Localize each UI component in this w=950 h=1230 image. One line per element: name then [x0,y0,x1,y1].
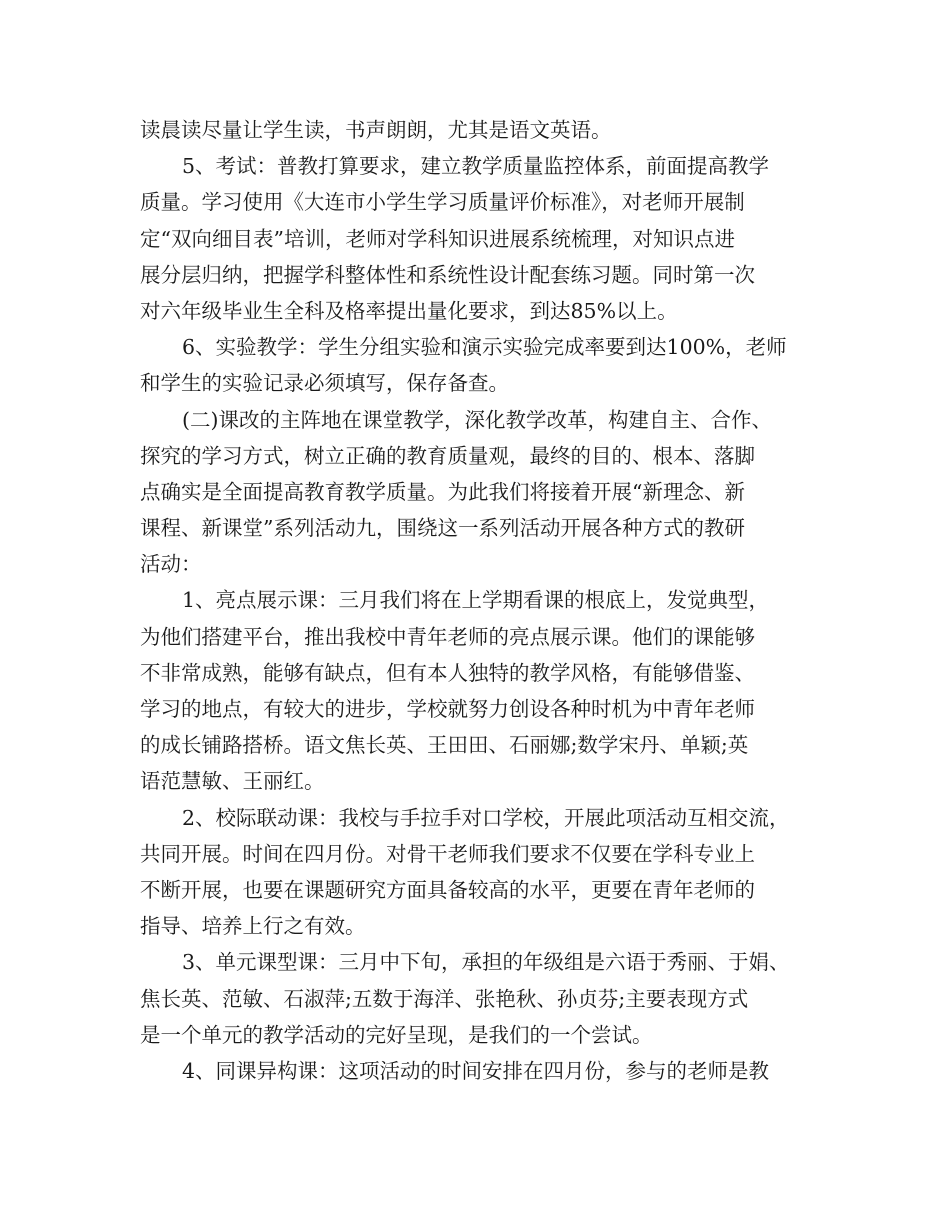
text-line: 活动： [140,552,202,577]
text-line: 学习的地点，有较大的进步，学校就努力创设各种时机为中青年老师 [140,697,755,721]
text-line: 不断开展，也要在课题研究方面具备较高的水平，更要在青年老师的 [140,877,755,902]
text-line: 焦长英、范敏、石淑萍;五数于海洋、张艳秋、孙贞芬;主要表现方式 [140,986,749,1011]
text-line: 点确实是全面提高教育教学质量。为此我们将接着开展“新理念、新 [140,479,745,504]
text-line: 探究的学习方式，树立正确的教育质量观，最终的目的、根本、落脚 [140,443,755,468]
text-line: 6、实验教学：学生分组实验和演示实验完成率要到达100%，老师 [182,335,787,360]
document-body [140,112,830,1089]
text-line: 课程、新课堂”系列活动九，围绕这一系列活动开展各种方式的教研 [140,516,745,541]
text-line: 和学生的实验记录必须填写，保存备查。 [140,371,509,396]
text-line: 是一个单元的教学活动的完好呈现，是我们的一个尝试。 [140,1022,653,1047]
text-line: 展分层归纳，把握学科整体性和系统性设计配套练习题。同时第一次 [140,262,755,287]
text-line: 4、同课异构课：这项活动的时间安排在四月份，参与的老师是教 [182,1058,770,1083]
text-line: 不非常成熟，能够有缺点，但有本人独特的教学风格，有能够借鉴、 [140,660,755,685]
text-line: 对六年级毕业生全科及格率提出量化要求，到达85%以上。 [140,298,678,323]
text-line: 共同开展。时间在四月份。对骨干老师我们要求不仅要在学科专业上 [140,841,755,866]
text-line: 指导、培养上行之有效。 [140,914,366,939]
text-line: (二)课改的主阵地在课堂教学，深化教学改革，构建自主、合作、 [182,407,772,432]
text-line: 读晨读尽量让学生读，书声朗朗，尤其是语文英语。 [140,118,612,142]
text-line: 2、校际联动课：我校与手拉手对口学校，开展此项活动互相交流， [182,805,790,830]
text-line: 5、考试：普教打算要求，建立教学质量监控体系，前面提高教学 [182,154,770,179]
text-line: 为他们搭建平台，推出我校中青年老师的亮点展示课。他们的课能够 [140,624,755,649]
text-line: 语范慧敏、王丽红。 [140,769,325,794]
text-line: 1、亮点展示课：三月我们将在上学期看课的根底上，发觉典型， [182,588,770,613]
text-line: 质量。学习使用《大连市小学生学习质量评价标准》，对老师开展制 [140,190,745,215]
text-line: 定“双向细目表”培训，老师对学科知识进展系统梳理，对知识点进 [140,226,735,251]
text-line: 3、单元课型课：三月中下旬，承担的年级组是六语于秀丽、于娟、 [182,950,790,975]
text-line: 的成长铺路搭桥。语文焦长英、王田田、石丽娜;数学宋丹、单颖;英 [140,733,749,758]
